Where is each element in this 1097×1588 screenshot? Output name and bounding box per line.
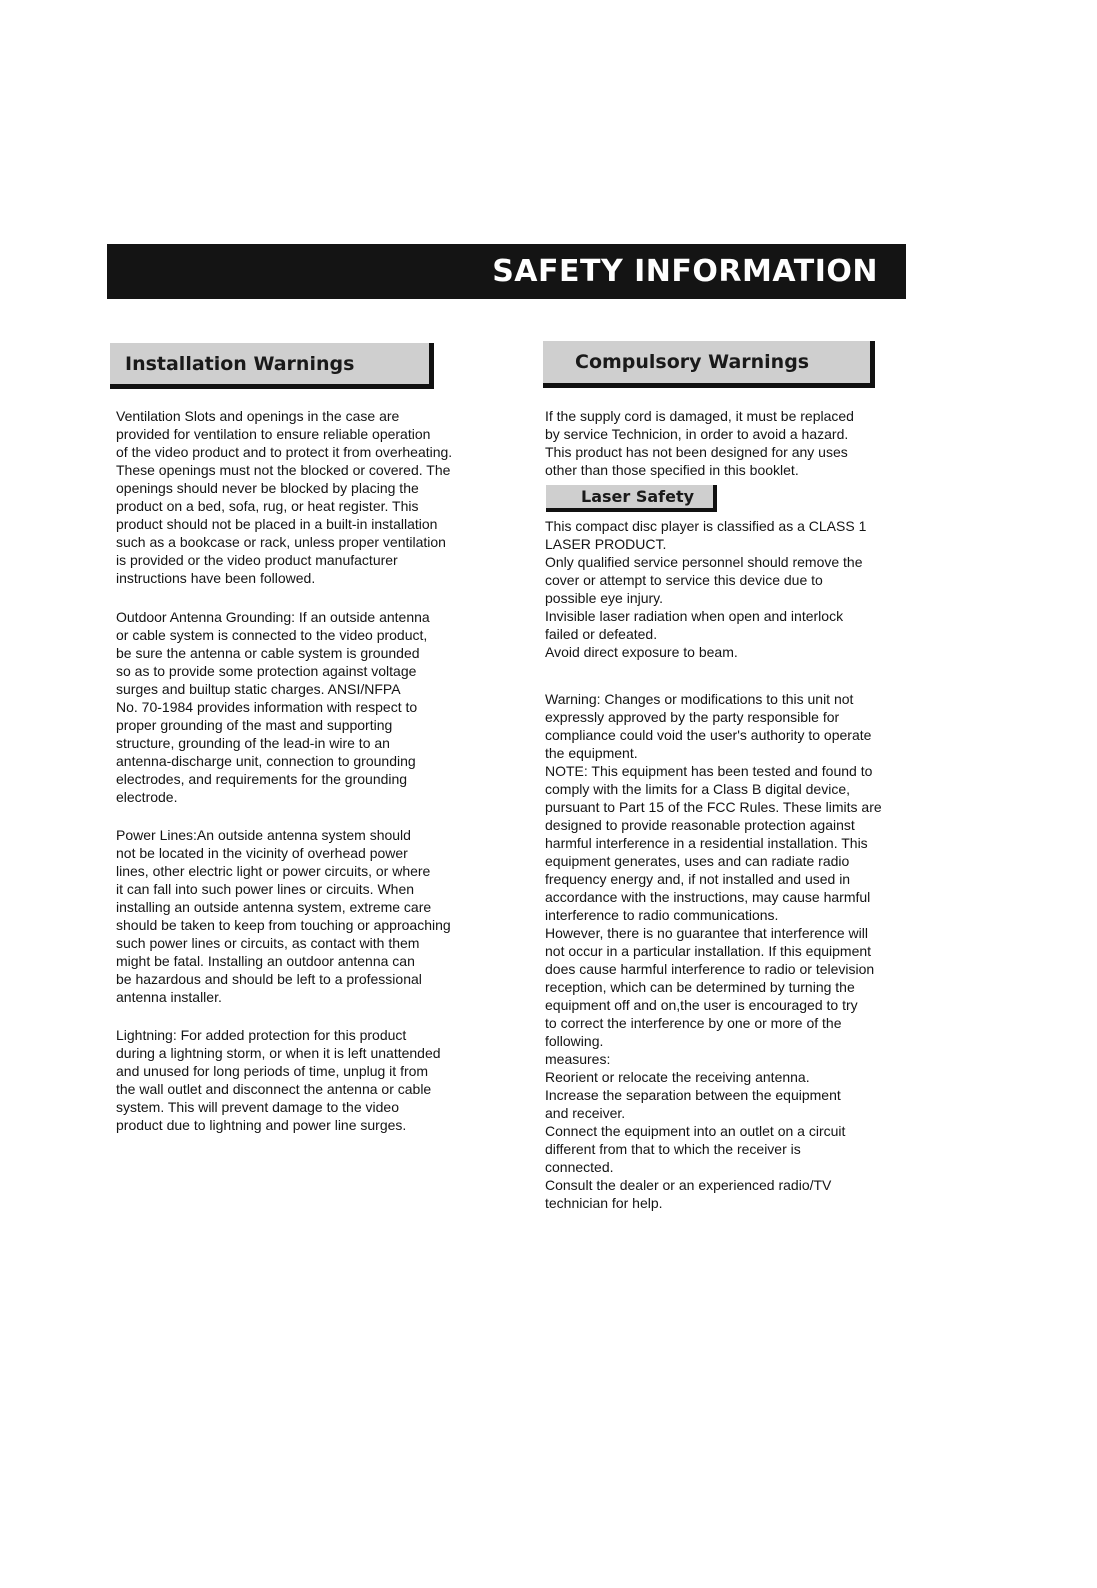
page-title: SAFETY INFORMATION (492, 254, 878, 289)
safety-banner (107, 244, 906, 299)
laser-safety-heading: Laser Safety (546, 485, 717, 512)
supply-cord-paragraph: If the supply cord is damaged, it must be replaced by service Technicion, in order to avoid a hazard. This product has not been designed for any uses other than those specified in this booklet. (545, 408, 854, 478)
ventilation-paragraph: Ventilation Slots and openings in the case are provided for ventilation to ensure reliable operation of the video product and to protect it from overheating. These openings must not the blocked or covered. The openings should never be blocked by placing the product on a bed, sofa, rug, or heat register. This product should not be placed in a built-in installation such as a bookcase or rack, unless proper ventilation is provided or the video product manufacturer instructions have been followed. (116, 408, 453, 586)
fcc-warning-paragraph: Warning: Changes or modifications to this unit not expressly approved by the party responsible for compliance could void the user's authority to operate the equipment. NOTE: This equipment has been tested and found to comply with the limits for a Class B digital device, pursuant to Part 15 of the FCC Rules. These limits are designed to provide reasonable protection against harmful interference in a residential installation. This equipment generates, uses and can radiate radio frequency energy and, if not installed and used in accordance with the instructions, may cause harmful interference to radio communications. However, there is no guarantee that interference will not occur in a particular installation. If this equipment does cause harmful interference to radio or television reception, which can be determined by turning the equipment off and on,the user is encouraged to try to correct the interference by one or more of the following. measures: Reorient or relocate the receiving antenna. Increase the separation between the equipment and receiver. Connect the equipment into an outlet on a circuit different from that to which the receiver is connected. Consult the dealer or an experienced radio/TV technician for help. (545, 691, 882, 1211)
power-lines-paragraph: Power Lines:An outside antenna system should not be located in the vicinity of overhead power lines, other electric light or power circuits, or where it can fall into such power lines or circuits. When installing an outside antenna system, extreme care should be taken to keep from touching or approaching such power lines or circuits, as contact with them might be fatal. Installing an outdoor antenna can be hazardous and should be left to a professional antenna installer. (116, 827, 451, 1005)
antenna-grounding-paragraph: Outdoor Antenna Grounding: If an outside antenna or cable system is connected to the video product, be sure the antenna or cable system is grounded so as to provide some protection against voltage surges and builtup static charges. ANSI/NFPA No. 70-1984 provides information with respect to proper grounding of the mast and supporting structure, grounding of the lead-in wire to an antenna-discharge unit, connection to grounding electrodes, and requirements for the grounding electrode. (116, 609, 430, 805)
installation-warnings-heading: Installation Warnings (110, 343, 434, 389)
lightning-paragraph: Lightning: For added protection for this product during a lightning storm, or when it is left unattended and unused for long periods of time, unplug it from the wall outlet and disconnect the antenna or cable system. This will prevent damage to the video product due to lightning and power line surges. (116, 1027, 441, 1133)
compulsory-warnings-heading: Compulsory Warnings (543, 341, 875, 388)
laser-safety-paragraph: This compact disc player is classified as a CLASS 1 LASER PRODUCT. Only qualified service personnel should remove the cover or attempt to service this device due to possible eye injury. Invisible laser radiation when open and interlock failed or defeated. Avoid direct exposure to beam. (545, 518, 867, 660)
